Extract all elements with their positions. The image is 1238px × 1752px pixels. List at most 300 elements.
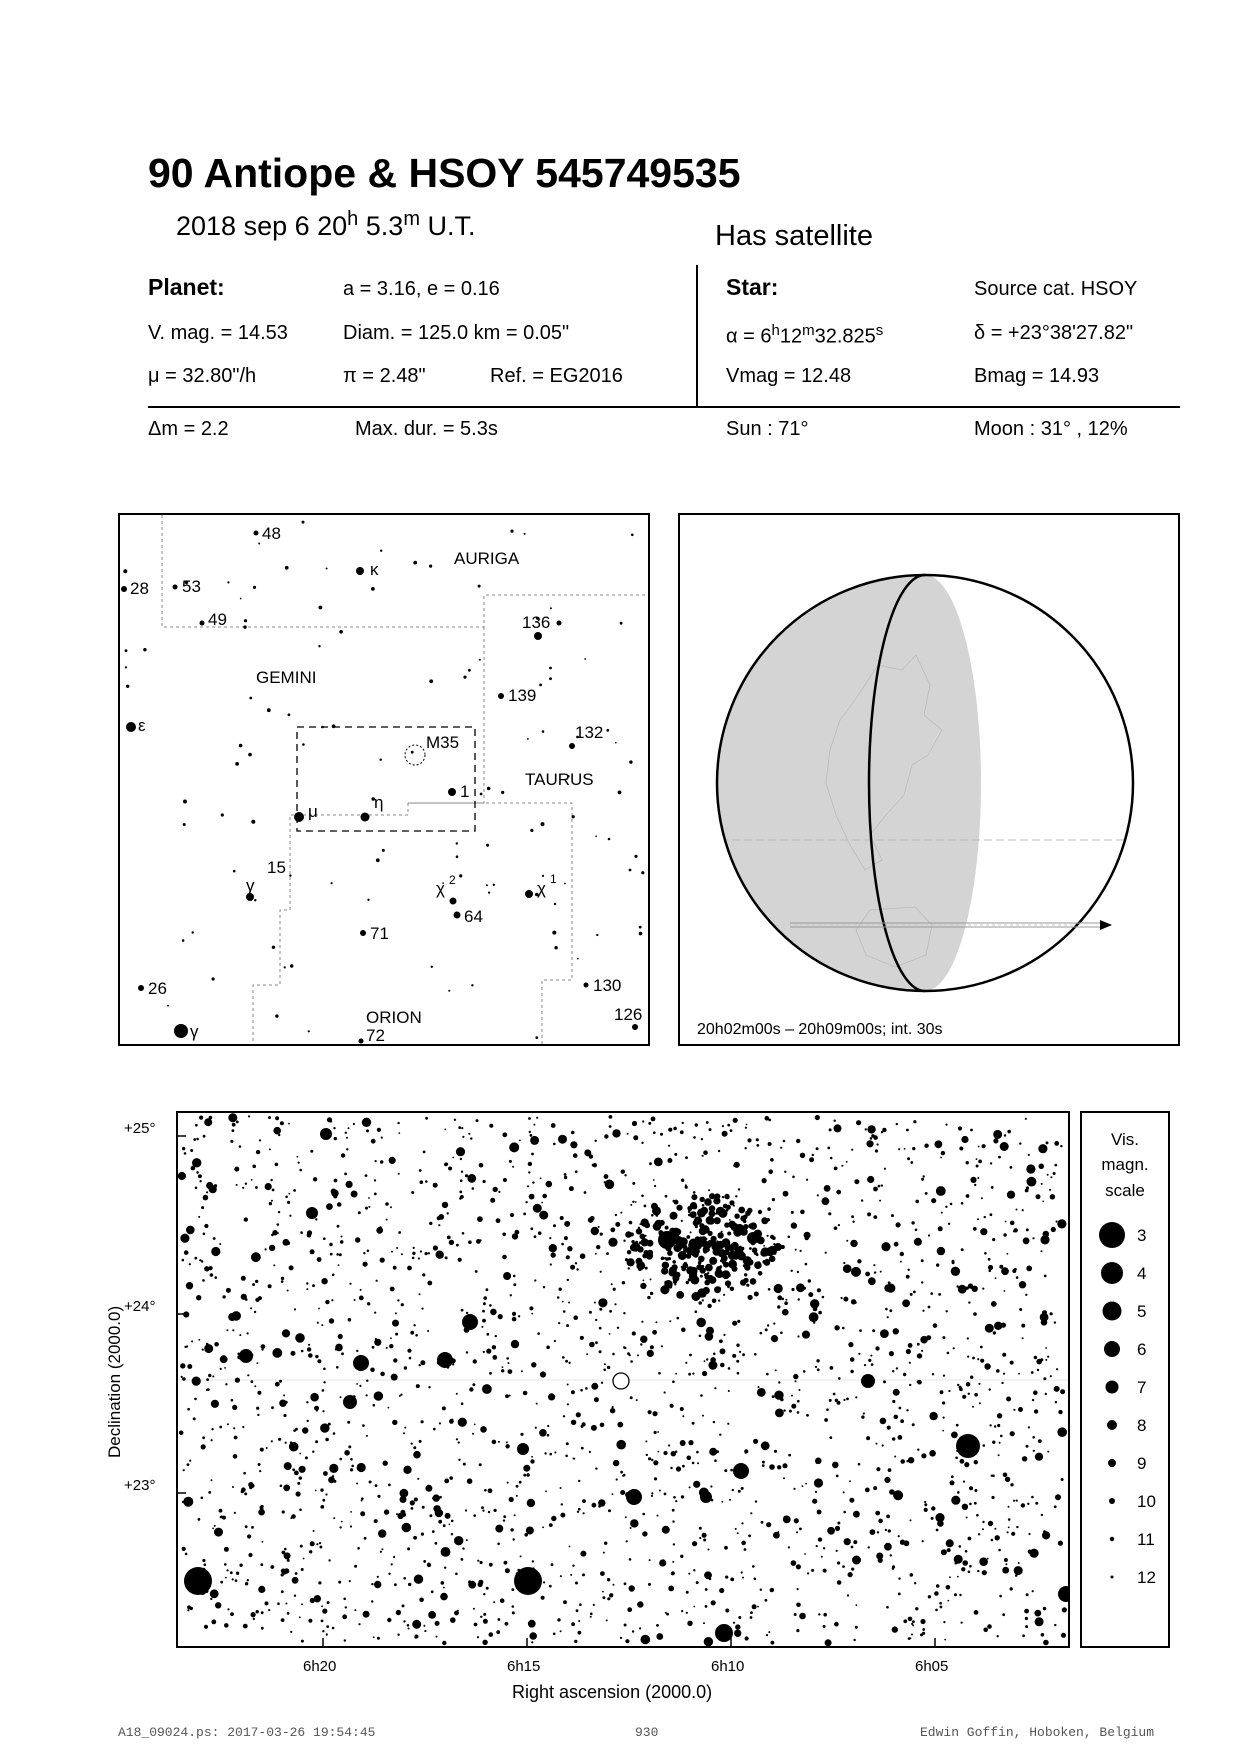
field-star — [774, 1284, 783, 1293]
field-star — [578, 1620, 580, 1622]
field-star — [823, 1625, 826, 1628]
field-star — [771, 1641, 775, 1645]
field-star — [219, 1243, 221, 1245]
globe-surface — [717, 575, 1140, 991]
field-star — [680, 1407, 684, 1411]
field-star — [256, 1150, 260, 1154]
field-star — [413, 1446, 416, 1449]
field-star — [408, 1628, 410, 1630]
field-star — [768, 1169, 773, 1174]
field-star — [701, 1207, 709, 1215]
field-star — [702, 1204, 705, 1207]
field-star — [1036, 1359, 1042, 1365]
field-star — [680, 1555, 683, 1558]
field-star — [707, 1304, 711, 1308]
field-star — [623, 1240, 625, 1242]
finder-faint-star — [542, 730, 545, 733]
field-star — [225, 1577, 227, 1579]
field-star — [1042, 1310, 1047, 1315]
field-star — [438, 1224, 440, 1226]
earth-globe-panel — [678, 513, 1180, 1046]
field-star — [673, 1244, 681, 1252]
field-star — [976, 1165, 979, 1168]
field-star — [232, 1405, 237, 1410]
field-star — [334, 1137, 337, 1140]
field-star-8 — [239, 1349, 253, 1363]
field-star — [477, 1560, 479, 1562]
field-star — [281, 1618, 285, 1622]
field-star — [870, 1137, 873, 1140]
finder-faint-star — [240, 598, 242, 600]
field-star — [867, 1176, 874, 1183]
field-star — [978, 1160, 982, 1164]
field-star — [456, 1244, 459, 1247]
field-star — [906, 1275, 910, 1279]
label-49: 49 — [208, 610, 227, 629]
field-star — [528, 1620, 536, 1628]
field-star — [719, 1588, 724, 1593]
field-star — [794, 1518, 799, 1523]
field-star — [1000, 1435, 1003, 1438]
field-star — [972, 1357, 975, 1360]
field-star — [413, 1451, 421, 1459]
field-star — [265, 1183, 272, 1190]
field-star — [433, 1494, 440, 1501]
field-star — [595, 1253, 597, 1255]
field-star — [189, 1460, 191, 1462]
field-star — [877, 1143, 879, 1145]
field-star — [782, 1309, 789, 1316]
field-star — [761, 1251, 764, 1254]
field-star — [981, 1197, 983, 1199]
field-star — [928, 1306, 931, 1309]
field-star — [783, 1477, 785, 1479]
field-star — [693, 1481, 700, 1488]
field-star — [815, 1491, 817, 1493]
field-star — [710, 1485, 712, 1487]
field-star — [366, 1380, 368, 1382]
field-star — [727, 1124, 730, 1127]
field-star — [317, 1359, 321, 1363]
field-star — [636, 1399, 638, 1401]
field-star — [988, 1521, 993, 1526]
planet-motion: μ = 32.80"/h — [148, 365, 257, 387]
field-star — [326, 1203, 333, 1210]
field-star — [418, 1257, 420, 1259]
field-star — [898, 1593, 901, 1596]
field-star — [416, 1384, 420, 1388]
field-star — [763, 1245, 765, 1247]
field-star — [806, 1414, 809, 1417]
field-star — [290, 1441, 292, 1443]
field-star — [596, 1245, 600, 1249]
field-star — [540, 1371, 546, 1377]
field-star — [1031, 1496, 1034, 1499]
field-star — [563, 1600, 567, 1604]
field-star — [225, 1383, 227, 1385]
field-star — [284, 1548, 287, 1551]
field-star — [560, 1630, 562, 1632]
field-star — [620, 1490, 625, 1495]
field-star — [497, 1543, 500, 1546]
field-star — [886, 1284, 895, 1293]
label-taurus: TAURUS — [525, 770, 594, 789]
field-star — [632, 1201, 634, 1203]
field-star — [796, 1139, 800, 1143]
field-star — [773, 1323, 775, 1325]
field-star — [616, 1478, 618, 1480]
field-star — [595, 1140, 597, 1142]
field-star — [1007, 1253, 1009, 1255]
field-star — [496, 1218, 501, 1223]
field-star — [512, 1605, 515, 1608]
field-star — [266, 1447, 268, 1449]
field-star — [852, 1556, 861, 1565]
field-star — [388, 1573, 390, 1575]
field-star — [725, 1576, 728, 1579]
field-star — [204, 1563, 207, 1566]
field-star — [448, 1167, 452, 1171]
field-star — [822, 1296, 825, 1299]
field-star — [730, 1262, 734, 1266]
field-star — [578, 1480, 580, 1482]
field-star — [247, 1534, 251, 1538]
field-star — [573, 1458, 575, 1460]
field-star — [312, 1451, 314, 1453]
field-star — [339, 1526, 341, 1528]
field-star — [676, 1466, 681, 1471]
field-star — [315, 1490, 317, 1492]
mag-dot-8 — [1107, 1420, 1117, 1430]
field-star — [265, 1601, 269, 1605]
field-star — [498, 1191, 500, 1193]
field-star — [672, 1520, 674, 1522]
field-star — [401, 1253, 403, 1255]
field-star — [450, 1617, 456, 1623]
field-star — [1044, 1275, 1047, 1278]
field-star — [482, 1384, 492, 1394]
field-star — [1033, 1450, 1035, 1452]
field-star — [404, 1366, 407, 1369]
field-star — [366, 1435, 368, 1437]
field-star — [630, 1204, 632, 1206]
field-star — [620, 1212, 622, 1214]
field-star — [892, 1437, 895, 1440]
field-star — [347, 1421, 350, 1424]
field-star — [242, 1426, 244, 1428]
field-star — [341, 1521, 343, 1523]
field-star — [1013, 1500, 1015, 1502]
field-star — [858, 1353, 860, 1355]
field-star — [632, 1630, 634, 1632]
field-star — [921, 1178, 924, 1181]
field-star — [312, 1284, 315, 1287]
field-star — [548, 1393, 555, 1400]
field-star — [946, 1310, 948, 1312]
field-star — [881, 1242, 890, 1251]
field-star — [532, 1181, 534, 1183]
field-star — [259, 1139, 261, 1141]
field-star — [186, 1282, 193, 1289]
field-star — [604, 1542, 607, 1545]
field-star — [836, 1475, 839, 1478]
field-star — [816, 1147, 819, 1150]
field-star — [336, 1253, 339, 1256]
field-star — [536, 1403, 538, 1405]
field-star — [356, 1350, 358, 1352]
field-star — [967, 1356, 969, 1358]
label-chi1: χ — [537, 879, 546, 898]
field-star — [551, 1123, 556, 1128]
field-star — [582, 1499, 586, 1503]
field-star — [682, 1263, 688, 1269]
field-star — [441, 1581, 445, 1585]
field-star — [201, 1260, 203, 1262]
field-star — [299, 1453, 301, 1455]
field-star — [544, 1452, 546, 1454]
field-star — [979, 1402, 981, 1404]
field-star — [903, 1373, 906, 1376]
field-star — [1003, 1233, 1006, 1236]
field-star — [911, 1634, 913, 1636]
field-star — [553, 1633, 556, 1636]
field-star — [809, 1312, 819, 1322]
field-star — [773, 1532, 780, 1539]
field-star — [1014, 1566, 1023, 1575]
field-star — [966, 1382, 971, 1387]
field-star — [912, 1423, 915, 1426]
field-star — [354, 1565, 357, 1568]
field-star — [936, 1263, 939, 1266]
field-star — [483, 1302, 486, 1305]
field-star — [788, 1546, 790, 1548]
field-star — [309, 1550, 312, 1553]
field-star — [546, 1346, 550, 1350]
finder-faint-star — [487, 787, 491, 791]
field-star — [438, 1520, 442, 1524]
field-star — [818, 1311, 822, 1315]
field-star — [395, 1333, 398, 1336]
field-star — [947, 1600, 949, 1602]
field-star — [348, 1127, 350, 1129]
finder-faint-star — [510, 530, 513, 533]
field-star — [966, 1517, 968, 1519]
field-star — [235, 1378, 240, 1383]
field-star — [672, 1381, 675, 1384]
field-star — [473, 1359, 477, 1363]
field-star — [247, 1579, 249, 1581]
field-star — [227, 1423, 229, 1425]
field-star — [510, 1294, 512, 1296]
finder-faint-star — [289, 874, 291, 876]
finder-faint-star — [235, 762, 239, 766]
minute-unit: m — [403, 208, 420, 230]
field-star — [730, 1258, 732, 1260]
finder-faint-star — [606, 729, 609, 732]
finder-faint-star — [380, 759, 382, 761]
field-star — [699, 1527, 702, 1530]
field-star — [1047, 1174, 1049, 1176]
field-star — [388, 1407, 390, 1409]
field-star — [509, 1395, 511, 1397]
field-star — [744, 1273, 747, 1276]
field-star — [991, 1301, 997, 1307]
field-star — [857, 1259, 861, 1263]
field-star — [392, 1320, 399, 1327]
field-star — [849, 1480, 851, 1482]
field-star — [1022, 1337, 1024, 1339]
field-star — [729, 1200, 734, 1205]
field-star — [567, 1246, 572, 1251]
field-star — [741, 1571, 743, 1573]
field-star — [792, 1176, 795, 1179]
ra-min: 12 — [779, 325, 803, 348]
field-star — [1028, 1154, 1030, 1156]
mag-title-1: Vis. — [1110, 1130, 1140, 1149]
field-star — [745, 1452, 747, 1454]
finder-faint-star — [554, 946, 557, 949]
finder-faint-star — [249, 697, 252, 700]
field-star — [612, 1129, 620, 1137]
field-star — [641, 1321, 643, 1323]
field-star — [257, 1362, 259, 1364]
field-star — [805, 1263, 808, 1266]
finder-faint-star — [501, 791, 504, 794]
label-orion: ORION — [366, 1008, 422, 1027]
field-star — [512, 1312, 516, 1316]
field-star — [500, 1598, 505, 1603]
field-star — [505, 1444, 509, 1448]
field-star — [396, 1247, 398, 1249]
field-star — [283, 1485, 290, 1492]
field-star — [722, 1270, 731, 1279]
field-star — [675, 1272, 681, 1278]
field-star — [230, 1140, 233, 1143]
field-star — [1011, 1532, 1015, 1536]
label-chi2: χ — [436, 879, 445, 898]
field-star — [272, 1189, 275, 1192]
field-star — [780, 1147, 782, 1149]
finder-faint-star — [471, 984, 473, 986]
field-star — [998, 1454, 1000, 1456]
field-star — [214, 1276, 217, 1279]
field-star — [396, 1610, 401, 1615]
field-star — [726, 1209, 729, 1212]
field-star — [760, 1589, 762, 1591]
field-star — [466, 1539, 468, 1541]
field-star — [363, 1611, 370, 1618]
field-star — [571, 1131, 575, 1135]
field-star — [291, 1351, 296, 1356]
field-star — [456, 1438, 458, 1440]
field-star — [407, 1547, 410, 1550]
field-star — [377, 1637, 380, 1640]
field-star — [724, 1194, 729, 1199]
magnitude-scale-panel — [1080, 1111, 1170, 1648]
date-text: 2018 sep 6 20 — [176, 211, 348, 241]
field-star — [1050, 1176, 1052, 1178]
field-star — [602, 1596, 605, 1599]
moon-info: Moon : 31° , 12% — [974, 418, 1128, 440]
field-star — [323, 1381, 325, 1383]
field-star — [982, 1288, 984, 1290]
field-star — [182, 1147, 185, 1150]
field-star — [654, 1158, 663, 1167]
mag-label-10: 10 — [1137, 1492, 1156, 1511]
field-star — [654, 1185, 656, 1187]
field-star — [623, 1312, 625, 1314]
mag-dot-12 — [1111, 1576, 1114, 1579]
field-star — [686, 1246, 695, 1255]
field-star — [948, 1390, 950, 1392]
field-star — [724, 1546, 728, 1550]
field-star — [630, 1396, 633, 1399]
field-star — [489, 1372, 492, 1375]
field-star — [422, 1273, 425, 1276]
field-star — [449, 1240, 454, 1245]
field-star — [896, 1367, 898, 1369]
field-star — [737, 1532, 739, 1534]
field-star — [624, 1582, 627, 1585]
field-star — [493, 1601, 495, 1603]
field-star — [323, 1368, 326, 1371]
field-star — [546, 1181, 553, 1188]
field-star — [210, 1273, 214, 1277]
field-star — [477, 1636, 479, 1638]
field-star — [850, 1240, 857, 1247]
field-star — [1008, 1506, 1010, 1508]
field-star — [612, 1406, 614, 1408]
field-star — [551, 1252, 556, 1257]
field-star — [713, 1353, 716, 1356]
field-star — [220, 1581, 223, 1584]
field-star — [210, 1598, 212, 1600]
field-star — [693, 1191, 696, 1194]
field-star — [609, 1310, 612, 1313]
field-star — [823, 1547, 825, 1549]
field-star — [543, 1581, 545, 1583]
field-star — [851, 1568, 854, 1571]
field-star — [354, 1609, 356, 1611]
finder-faint-star — [541, 822, 545, 826]
finder-faint-star — [639, 926, 642, 929]
field-star — [214, 1528, 223, 1537]
field-star — [736, 1360, 739, 1363]
field-star — [685, 1186, 688, 1189]
field-star — [278, 1438, 281, 1441]
field-star — [970, 1376, 973, 1379]
field-star — [853, 1639, 855, 1641]
field-star — [374, 1312, 376, 1314]
finder-faint-star — [480, 793, 483, 796]
field-star — [924, 1501, 926, 1503]
field-star — [481, 1326, 483, 1328]
field-star — [466, 1312, 468, 1314]
field-star — [249, 1486, 252, 1489]
field-star — [558, 1322, 560, 1324]
field-star — [889, 1351, 894, 1356]
field-star — [327, 1601, 330, 1604]
field-star — [723, 1294, 725, 1296]
field-star — [328, 1423, 331, 1426]
field-star — [672, 1561, 674, 1563]
field-star — [898, 1577, 900, 1579]
field-star-14 — [715, 1624, 733, 1642]
field-star — [583, 1512, 585, 1514]
star-chi2 — [450, 898, 457, 905]
field-star — [359, 1385, 361, 1387]
field-star — [750, 1512, 752, 1514]
